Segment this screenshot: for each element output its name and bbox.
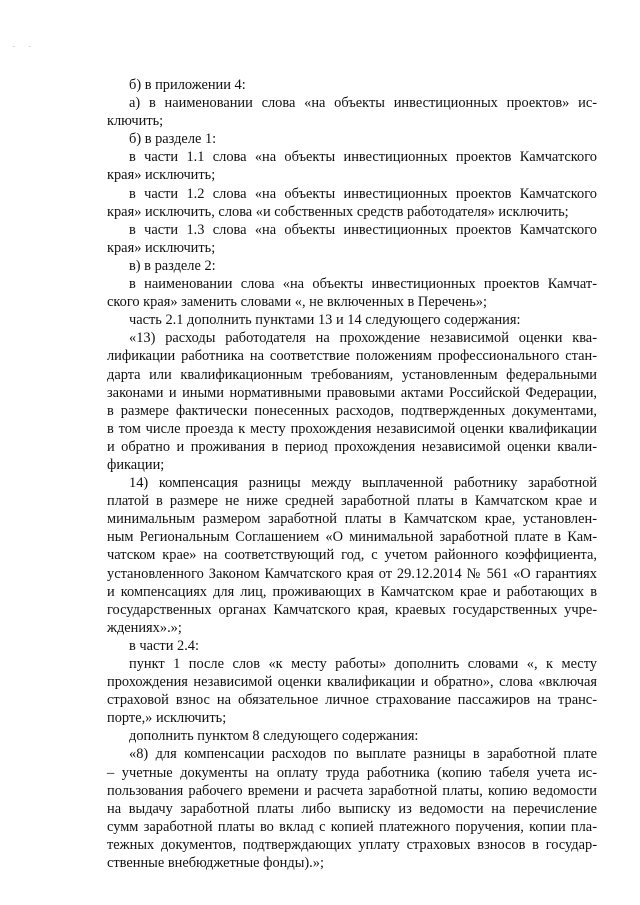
text-line: в части 1.2 слова «на объекты инвестиционных проектов Камчатского <box>129 185 597 202</box>
text-line: и обратно и проживания в период прохождения независимой оценки квали- <box>107 438 597 455</box>
text-line: лификации работника на соответствие положениям профессионального стан- <box>107 348 597 365</box>
text-line: дарта или квалификационным требованиям, установленным федеральными <box>107 366 597 383</box>
text-line: сумм заработной платы во вклад с копией платежного поручения, копии пла- <box>107 818 597 835</box>
text-line: в том числе проезда к месту прохождения независимой оценки квалификации <box>107 420 597 437</box>
text-line: тежных документов, подтверждающих уплату страховых взносов в государ- <box>107 836 597 853</box>
text-line: законами и иными нормативными правовыми актами Российской Федерации, <box>107 384 597 401</box>
text-line: прохождения независимой оценки квалификации и обратно», слова «включая <box>107 674 597 691</box>
text-line: в части 1.1 слова «на объекты инвестиционных проектов Камчатского <box>129 149 597 166</box>
text-line: ным Региональным Соглашением «О минимальной заработной плате в Кам- <box>107 529 597 546</box>
document-body <box>107 76 597 872</box>
text-line: в) в разделе 2: <box>129 257 216 274</box>
text-line: ждениях».»; <box>107 619 182 636</box>
text-line: на выдачу заработной платы либо выписку из ведомости на перечисление <box>107 800 597 817</box>
text-line: «8) для компенсации расходов по выплате разницы в заработной плате <box>129 746 597 763</box>
text-line: пользования рабочего времени и расчета заработной платы, копию ведомости <box>107 782 597 799</box>
text-line: края» исключить; <box>107 239 216 256</box>
text-line: а) в наименовании слова «на объекты инвестиционных проектов» ис- <box>129 95 597 112</box>
text-line: и компенсациях для лиц, проживающих в Камчатском крае и работающих в <box>107 583 597 600</box>
text-line: чатском крае» на соответствующий год, с учетом районного коэффициента, <box>107 547 597 564</box>
text-line: государственных органах Камчатского края, краевых государственных учре- <box>107 601 597 618</box>
text-line: края» исключить; <box>107 167 216 184</box>
text-line: 14) компенсация разницы между выплаченной работнику заработной <box>129 475 597 492</box>
corner-mark: · · <box>13 44 37 51</box>
text-line: – учетные документы на оплату труда работника (копию табеля учета ис- <box>107 764 597 781</box>
text-line: в части 1.3 слова «на объекты инвестиционных проектов Камчатского <box>129 221 597 238</box>
text-line: в наименовании слова «на объекты инвестиционных проектов Камчат- <box>129 276 597 293</box>
text-line: порте,» исключить; <box>107 710 227 727</box>
text-line: ственные внебюджетные фонды).»; <box>107 855 324 872</box>
text-line: ключить; <box>107 113 164 130</box>
text-line: дополнить пунктом 8 следующего содержания: <box>129 728 419 745</box>
text-line: ского края» заменить словами «, не включенных в Перечень»; <box>107 294 487 311</box>
text-line: края» исключить, слова «и собственных средств работодателя» исключить; <box>107 203 569 220</box>
text-line: пункт 1 после слов «к месту работы» дополнить словами «, к месту <box>129 656 597 672</box>
text-line: в части 2.4: <box>129 637 199 654</box>
text-line: «13) расходы работодателя на прохождение независимой оценки ква- <box>129 330 597 347</box>
text-line: минимальным размером заработной платы в Камчатском крае, установлен- <box>107 511 597 528</box>
text-line: в размере фактически понесенных расходов, подтвержденных документами, <box>107 402 597 419</box>
text-line: платой в размере не ниже средней заработной платы в Камчатском крае и <box>107 493 597 510</box>
text-line: установленного Законом Камчатского края от 29.12.2014 № 561 «О гарантиях <box>107 565 597 582</box>
text-line: б) в разделе 1: <box>129 131 217 148</box>
text-line: фикации; <box>107 456 165 473</box>
text-line: б) в приложении 4: <box>129 77 246 93</box>
text-line: часть 2.1 дополнить пунктами 13 и 14 следующего содержания: <box>129 312 521 329</box>
text-line: страховой взнос на обязательное личное страхование пассажиров на транс- <box>107 692 597 709</box>
